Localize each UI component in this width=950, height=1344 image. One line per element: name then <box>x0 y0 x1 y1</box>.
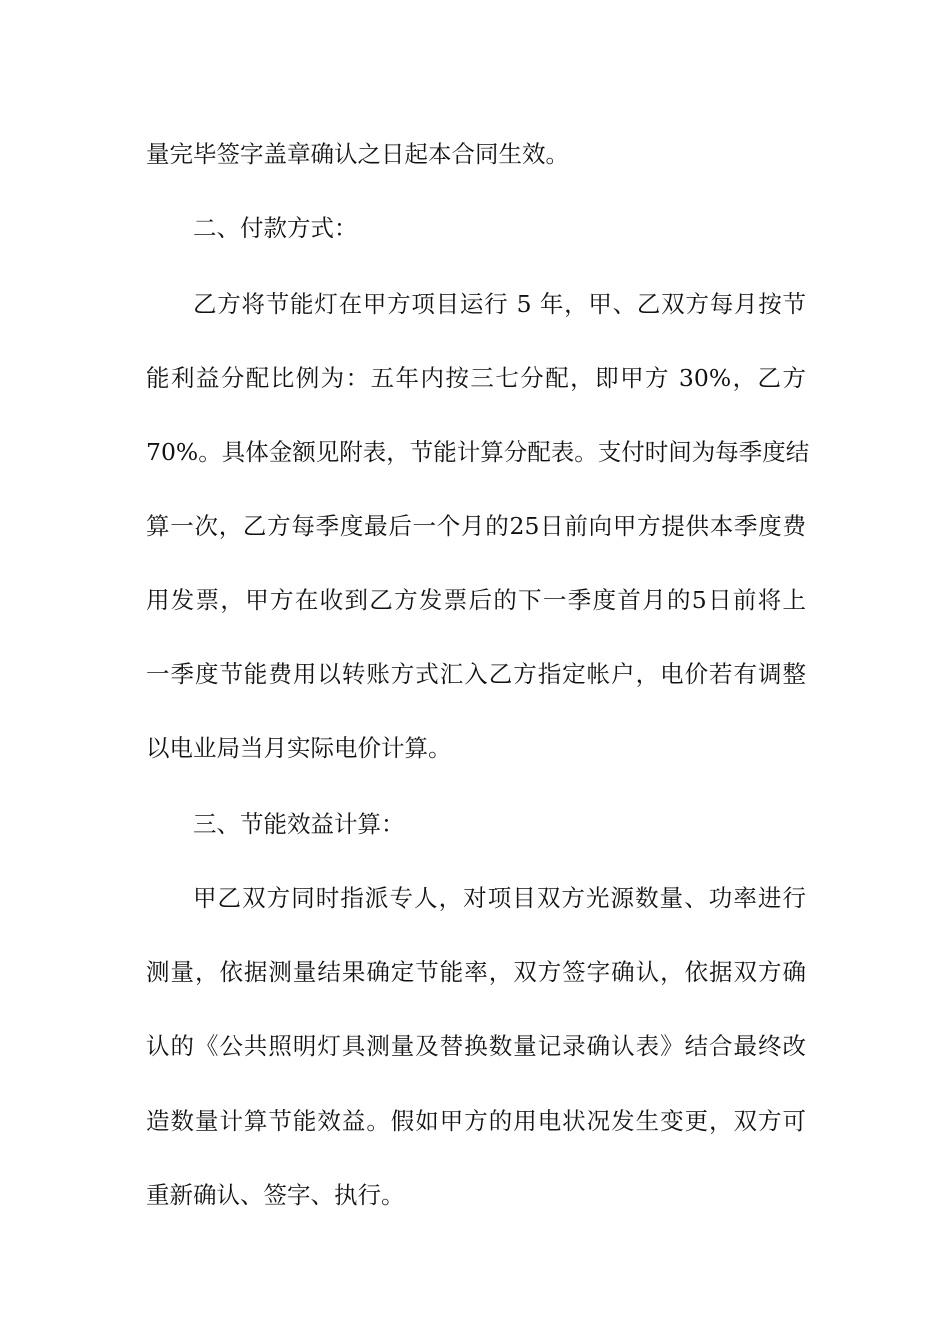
paragraph-line-6: 算一次，乙方每季度最后一个月的25日前向甲方提供本季度费 <box>146 512 806 540</box>
paragraph-line-15: 重新确认、签字、执行。 <box>146 1181 405 1209</box>
paragraph-line-13: 认的《公共照明灯具测量及替换数量记录确认表》结合最终改 <box>146 1032 806 1060</box>
paragraph-line-7: 用发票，甲方在收到乙方发票后的下一季度首月的5日前将上 <box>146 586 806 614</box>
section-heading-payment: 二、付款方式： <box>193 214 358 242</box>
paragraph-line-9: 以电业局当月实际电价计算。 <box>146 734 452 762</box>
paragraph-line-8: 一季度节能费用以转账方式汇入乙方指定帐户，电价若有调整 <box>146 660 806 688</box>
paragraph-line-3: 乙方将节能灯在甲方项目运行 5 年，甲、乙双方每月按节 <box>193 290 806 318</box>
paragraph-line-14: 造数量计算节能效益。假如甲方的用电状况发生变更，双方可 <box>146 1107 806 1135</box>
paragraph-line-12: 测量，依据测量结果确定节能率，双方签字确认，依据双方确 <box>146 958 806 986</box>
paragraph-line-11: 甲乙双方同时指派专人，对项目双方光源数量、功率进行 <box>193 884 806 912</box>
paragraph-line-4: 能利益分配比例为：五年内按三七分配，即甲方 30%，乙方 <box>146 364 806 392</box>
section-heading-efficiency: 三、节能效益计算： <box>193 810 405 838</box>
paragraph-line-1: 量完毕签字盖章确认之日起本合同生效。 <box>146 140 569 168</box>
paragraph-line-5: 70%。具体金额见附表，节能计算分配表。支付时间为每季度结 <box>146 438 810 466</box>
